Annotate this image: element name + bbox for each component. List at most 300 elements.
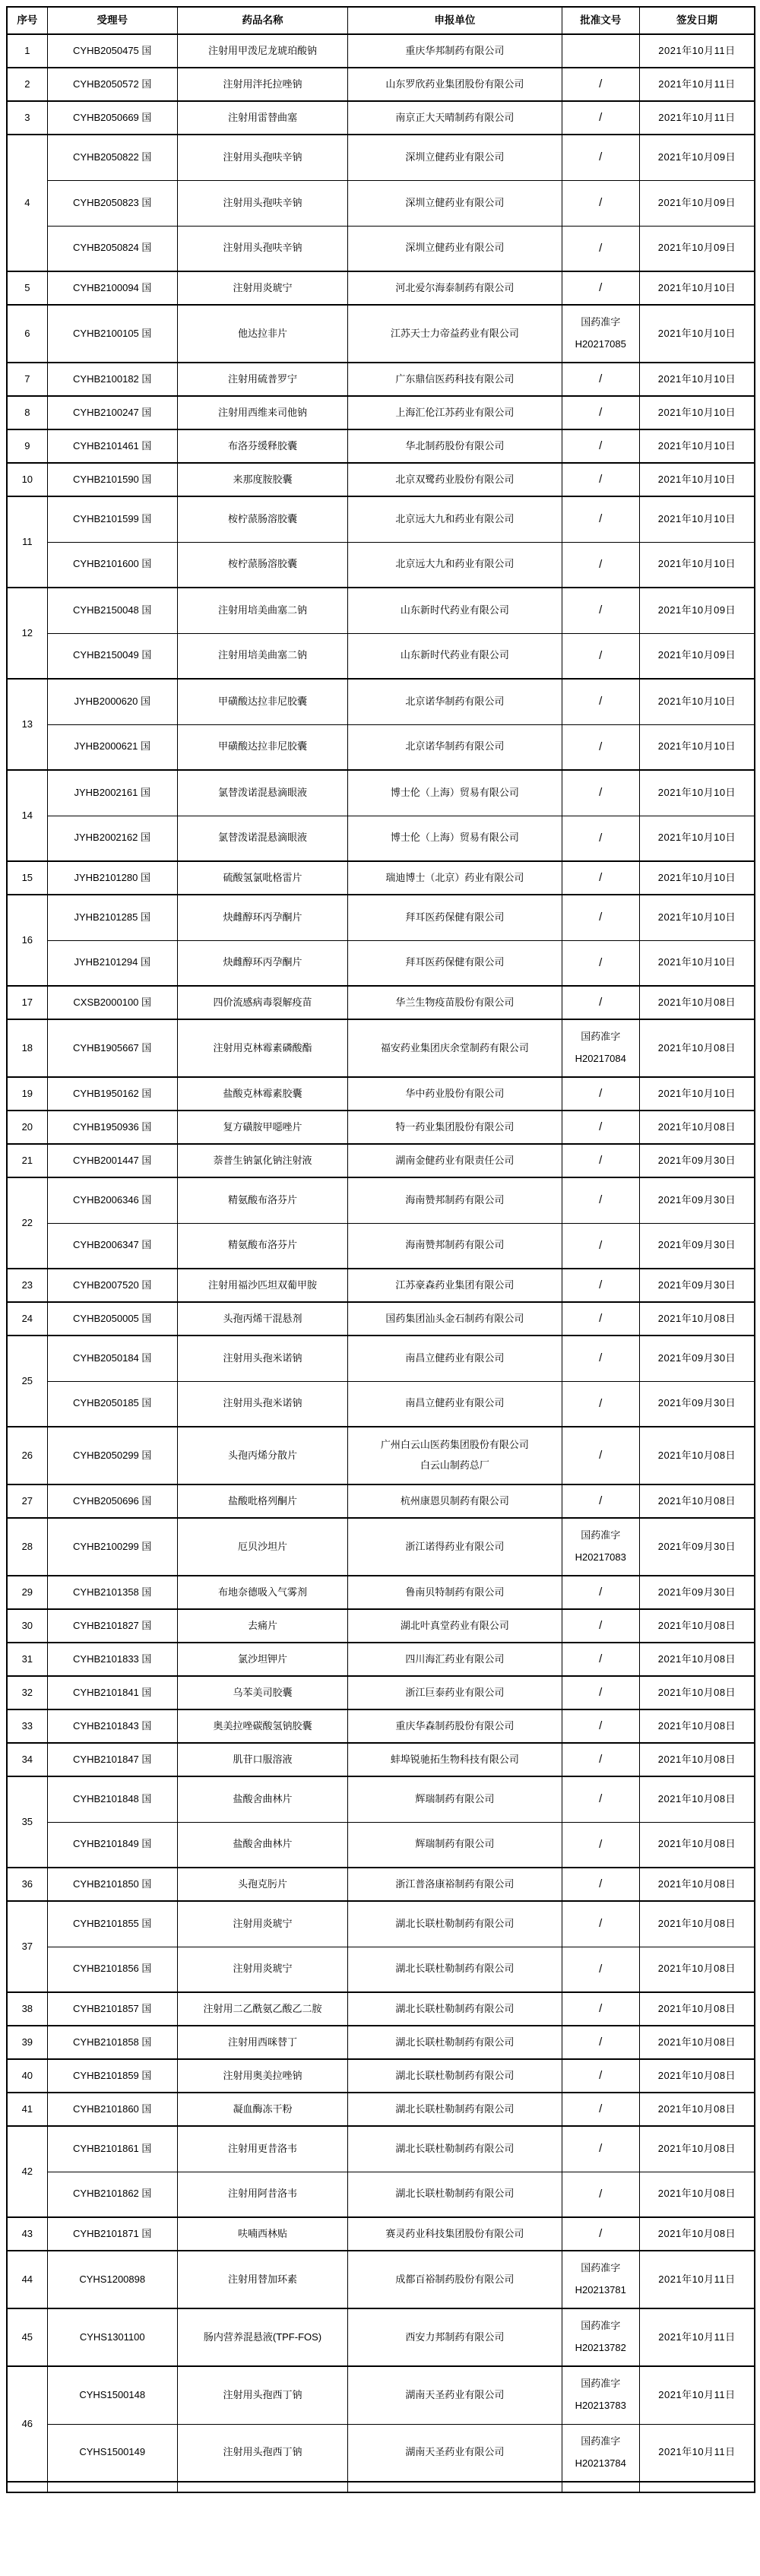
table-row: [7, 463, 755, 496]
date-cell: 2021年10月09日: [639, 226, 755, 271]
drug-cell: 注射用培美曲塞二钠: [177, 633, 347, 679]
cell-text: 深圳立健药业有限公司: [405, 151, 505, 163]
approval-cell: [562, 1223, 639, 1269]
cell-text: /: [599, 1351, 603, 1365]
cell-text: 赛灵药业科技集团股份有限公司: [385, 2227, 524, 2239]
cell-text: 上海汇伦江苏药业有限公司: [395, 406, 515, 418]
date-cell: 2021年10月08日: [639, 1484, 755, 1518]
applicant-cell: [348, 816, 562, 861]
applicant-cell: [348, 1822, 562, 1868]
cell-text: 辉瑞制药有限公司: [415, 1838, 495, 1850]
date-cell: 2021年10月09日: [639, 588, 755, 633]
cell-text: /: [599, 1494, 603, 1508]
row-no-cell: 18: [7, 1019, 47, 1077]
acceptance-cell: JYHB2101294 国: [47, 940, 177, 986]
cell-text: 国药准字: [581, 316, 621, 328]
acceptance-cell: CYHB2101849 国: [47, 1822, 177, 1868]
row-no-cell: 44: [7, 2251, 47, 2308]
table-row: [7, 1269, 755, 1302]
row-no-cell: 46: [7, 2366, 47, 2482]
cell-text: 博士伦（上海）贸易有限公司: [390, 786, 519, 798]
date-cell: 2021年10月08日: [639, 1302, 755, 1336]
applicant-cell: [348, 2026, 562, 2059]
cell-text: 江苏豪森药业集团有限公司: [395, 1278, 515, 1291]
table-row: [7, 2308, 755, 2366]
date-cell: 2021年10月08日: [639, 2026, 755, 2059]
acceptance-cell: CYHB1950162 国: [47, 1077, 177, 1111]
applicant-cell: [348, 305, 562, 363]
table-row: [7, 1947, 755, 1992]
acceptance-cell: CYHB2101827 国: [47, 1609, 177, 1643]
row-no-cell: 30: [7, 1609, 47, 1643]
cell-text: 国药准字: [581, 2435, 621, 2447]
applicant-cell: [348, 1302, 562, 1336]
cell-text: 浙江巨泰药业有限公司: [405, 1686, 505, 1698]
drug-cell: 甲磺酸达拉非尼胶囊: [177, 724, 347, 770]
applicant-cell: [348, 1381, 562, 1427]
cell-text: /: [599, 740, 603, 753]
cell-text: /: [599, 1719, 603, 1733]
applicant-cell: [348, 463, 562, 496]
table-row: [7, 68, 755, 101]
applicant-cell: [348, 2217, 562, 2251]
table-row: [7, 861, 755, 895]
date-cell: 2021年10月10日: [639, 305, 755, 363]
cell-text: 湖南天圣药业有限公司: [405, 2388, 505, 2400]
cell-text: H20213784: [575, 2457, 626, 2469]
drug-cell: 盐酸舍曲林片: [177, 1822, 347, 1868]
table-row: [7, 1822, 755, 1868]
cell-text: 浙江诺得药业有限公司: [405, 1540, 505, 1552]
approval-cell: [562, 724, 639, 770]
cell-text: /: [599, 557, 603, 571]
date-cell: 2021年09月30日: [639, 1381, 755, 1427]
row-no-cell: 2: [7, 68, 47, 101]
acceptance-cell: CYHS1500149: [47, 2424, 177, 2482]
drug-cell: 硫酸氢氯吡格雷片: [177, 861, 347, 895]
approval-cell: [562, 895, 639, 940]
acceptance-cell: CYHB2101871 国: [47, 2217, 177, 2251]
table-row: [7, 1381, 755, 1427]
date-cell: 2021年09月30日: [639, 1144, 755, 1177]
cell-text: /: [599, 281, 603, 295]
drug-cell: 凝血酶冻干粉: [177, 2093, 347, 2126]
applicant-cell: [348, 1901, 562, 1947]
drug-cell: 注射用头孢米诺钠: [177, 1381, 347, 1427]
applicant-cell: [348, 1269, 562, 1302]
cell-text: 重庆华邦制药有限公司: [405, 44, 505, 56]
cell-text: /: [599, 372, 603, 386]
table-row: [7, 2093, 755, 2126]
applicant-cell: [348, 588, 562, 633]
cell-text: /: [599, 648, 603, 662]
approval-cell: [562, 2026, 639, 2059]
cell-text: /: [599, 1278, 603, 1292]
cell-text: 浙江普洛康裕制药有限公司: [395, 1877, 515, 1890]
table-row: [7, 1643, 755, 1676]
table-row: [7, 34, 755, 68]
table-row: [7, 724, 755, 770]
applicant-cell: [348, 1077, 562, 1111]
cell-text: /: [599, 1652, 603, 1666]
cell-text: /: [599, 78, 603, 91]
applicant-cell: [348, 679, 562, 724]
cell-text: /: [599, 1877, 603, 1891]
acceptance-cell: CYHB2101599 国: [47, 496, 177, 542]
row-no-cell: 31: [7, 1643, 47, 1676]
cell-text: 辉瑞制药有限公司: [415, 1792, 495, 1804]
cell-text: 重庆华森制药股份有限公司: [395, 1719, 515, 1732]
approval-cell: [562, 1743, 639, 1776]
cell-text: /: [599, 911, 603, 924]
date-cell: 2021年10月08日: [639, 1111, 755, 1144]
drug-cell: 头孢丙烯干混悬剂: [177, 1302, 347, 1336]
cell-text: 海南赞邦制药有限公司: [405, 1193, 505, 1206]
cell-text: /: [599, 241, 603, 255]
acceptance-cell: CYHS1500148: [47, 2366, 177, 2424]
acceptance-cell: CYHB2050299 国: [47, 1427, 177, 1484]
acceptance-cell: CYHB2050669 国: [47, 101, 177, 135]
table-row: [7, 305, 755, 363]
drug-cell: 注射用头孢呋辛钠: [177, 180, 347, 226]
approval-cell: [562, 1822, 639, 1868]
table-row: [7, 588, 755, 633]
drug-cell: 注射用头孢西丁钠: [177, 2424, 347, 2482]
approval-cell: [562, 2217, 639, 2251]
acceptance-cell: CYHB2001447 国: [47, 1144, 177, 1177]
row-no-cell: 35: [7, 1776, 47, 1868]
row-no-cell: 41: [7, 2093, 47, 2126]
cell-text: 山东罗欣药业集团股份有限公司: [385, 78, 524, 90]
approval-cell: [562, 588, 639, 633]
cell-text: 蚌埠锐驰拓生物科技有限公司: [390, 1753, 519, 1765]
cell-text: /: [599, 1193, 603, 1207]
acceptance-cell: CYHB2100094 国: [47, 271, 177, 305]
applicant-cell: [348, 542, 562, 588]
row-no-cell: 40: [7, 2059, 47, 2093]
drug-cell: 注射用雷替曲塞: [177, 101, 347, 135]
drug-cell: 萘普生钠氯化钠注射液: [177, 1144, 347, 1177]
table-row: [7, 271, 755, 305]
acceptance-cell: CYHB2150048 国: [47, 588, 177, 633]
acceptance-cell: CXSB2000100 国: [47, 986, 177, 1019]
applicant-cell: [348, 1576, 562, 1609]
drug-cell: 肌苷口服溶液: [177, 1743, 347, 1776]
cell-text: /: [599, 604, 603, 617]
acceptance-cell: JYHB2002161 国: [47, 770, 177, 816]
applicant-cell: [348, 1223, 562, 1269]
approval-cell: [562, 1576, 639, 1609]
drug-cell: 氯沙坦钾片: [177, 1643, 347, 1676]
drug-cell: 注射用西维来司他钠: [177, 396, 347, 429]
row-no-cell: 4: [7, 135, 47, 271]
date-cell: 2021年10月10日: [639, 724, 755, 770]
cell-text: /: [599, 406, 603, 420]
drug-cell: 注射用奥美拉唑钠: [177, 2059, 347, 2093]
acceptance-cell: CYHB2050184 国: [47, 1336, 177, 1381]
row-no-cell: 23: [7, 1269, 47, 1302]
cell-text: /: [599, 2002, 603, 2016]
cell-text: 海南赞邦制药有限公司: [405, 1239, 505, 1251]
acceptance-cell: CYHB2101833 国: [47, 1643, 177, 1676]
table-row: [7, 1901, 755, 1947]
approval-cell: [562, 2059, 639, 2093]
table-row: [7, 1223, 755, 1269]
approval-cell: [562, 396, 639, 429]
cell-text: /: [599, 2187, 603, 2201]
acceptance-cell: CYHB2101862 国: [47, 2172, 177, 2217]
date-cell: 2021年10月10日: [639, 940, 755, 986]
drug-cell: 桉柠蒎肠溶胶囊: [177, 542, 347, 588]
acceptance-cell: CYHB2101861 国: [47, 2126, 177, 2172]
cell-text: 北京诺华制药有限公司: [405, 740, 505, 753]
cell-text: 湖北长联杜勒制药有限公司: [395, 2102, 515, 2115]
applicant-cell: [348, 986, 562, 1019]
acceptance-cell: JYHB2000620 国: [47, 679, 177, 724]
acceptance-cell: CYHB2101358 国: [47, 1576, 177, 1609]
cell-text: 华中药业股份有限公司: [405, 1087, 505, 1099]
cell-text: /: [599, 831, 603, 844]
row-no-cell: 39: [7, 2026, 47, 2059]
row-no-cell: 42: [7, 2126, 47, 2217]
table-row: [7, 1609, 755, 1643]
date-cell: 2021年09月30日: [639, 1269, 755, 1302]
acceptance-cell: CYHB2050185 国: [47, 1381, 177, 1427]
acceptance-cell: CYHB2101590 国: [47, 463, 177, 496]
table-row: [7, 101, 755, 135]
cell-text: 特一药业集团股份有限公司: [395, 1120, 515, 1133]
drug-cell: 复方磺胺甲噁唑片: [177, 1111, 347, 1144]
drug-cell: 注射用炎琥宁: [177, 1901, 347, 1947]
date-cell: 2021年10月10日: [639, 496, 755, 542]
date-cell: 2021年09月30日: [639, 1177, 755, 1223]
cell-text: 湖北长联杜勒制药有限公司: [395, 2002, 515, 2014]
acceptance-cell: CYHB2101856 国: [47, 1947, 177, 1992]
table-partial-row-container: [7, 2482, 755, 2492]
drug-cell: 氯替泼诺混悬滴眼液: [177, 816, 347, 861]
acceptance-cell: CYHB2100247 国: [47, 396, 177, 429]
row-no-cell: [7, 2482, 47, 2492]
date-cell: 2021年10月08日: [639, 1947, 755, 1992]
date-cell: 2021年10月08日: [639, 1992, 755, 2026]
approval-cell: [562, 463, 639, 496]
applicant-cell: [348, 1868, 562, 1901]
cell-text: /: [599, 1586, 603, 1599]
date-cell: 2021年10月10日: [639, 363, 755, 396]
cell-text: 瑞迪博士（北京）药业有限公司: [385, 871, 524, 883]
approval-cell: [562, 2172, 639, 2217]
row-no-cell: 28: [7, 1518, 47, 1576]
approval-cell: [562, 1518, 639, 1576]
acceptance-cell: CYHB2101860 国: [47, 2093, 177, 2126]
table-row: [7, 2217, 755, 2251]
date-cell: 2021年10月11日: [639, 2366, 755, 2424]
date-cell: [639, 2482, 755, 2492]
cell-text: H20217083: [575, 1551, 626, 1563]
acceptance-cell: CYHS1301100: [47, 2308, 177, 2366]
applicant-cell: [348, 135, 562, 180]
cell-text: 南昌立健药业有限公司: [405, 1351, 505, 1364]
approval-cell: [562, 2308, 639, 2366]
acceptance-cell: CYHB2101461 国: [47, 429, 177, 463]
drug-cell: 注射用头孢西丁钠: [177, 2366, 347, 2424]
applicant-cell: [348, 1019, 562, 1077]
row-no-cell: 37: [7, 1901, 47, 1992]
table-row: [7, 496, 755, 542]
cell-text: 湖北长联杜勒制药有限公司: [395, 2069, 515, 2081]
drug-cell: 注射用更昔洛韦: [177, 2126, 347, 2172]
cell-text: 湖北长联杜勒制药有限公司: [395, 2036, 515, 2048]
table-row: [7, 816, 755, 861]
drug-cell: 桉柠蒎肠溶胶囊: [177, 496, 347, 542]
table-row: [7, 1676, 755, 1709]
approval-cell: [562, 861, 639, 895]
date-cell: 2021年10月08日: [639, 1868, 755, 1901]
drug-cell: 注射用头孢呋辛钠: [177, 135, 347, 180]
row-no-cell: 45: [7, 2308, 47, 2366]
row-no-cell: 43: [7, 2217, 47, 2251]
drug-cell: 注射用泮托拉唑钠: [177, 68, 347, 101]
approval-cell: [562, 496, 639, 542]
drug-cell: 注射用替加环素: [177, 2251, 347, 2308]
cell-text: 博士伦（上海）贸易有限公司: [390, 832, 519, 844]
approval-cell: [562, 633, 639, 679]
row-no-cell: 27: [7, 1484, 47, 1518]
acceptance-cell: CYHB2050475 国: [47, 34, 177, 68]
cell-text: 深圳立健药业有限公司: [405, 242, 505, 254]
drug-cell: 头孢丙烯分散片: [177, 1427, 347, 1484]
header-issue-date: 签发日期: [639, 7, 755, 34]
acceptance-cell: CYHB1905667 国: [47, 1019, 177, 1077]
date-cell: 2021年10月10日: [639, 770, 755, 816]
row-no-cell: 25: [7, 1336, 47, 1427]
cell-text: 白云山制药总厂: [420, 1459, 489, 1471]
table-row: [7, 2172, 755, 2217]
cell-text: /: [599, 1396, 603, 1410]
approval-cell: [562, 1381, 639, 1427]
table-row: [7, 429, 755, 463]
cell-text: 国药准字: [581, 1031, 621, 1043]
date-cell: 2021年10月11日: [639, 34, 755, 68]
row-no-cell: 17: [7, 986, 47, 1019]
cell-text: /: [599, 1312, 603, 1326]
table-row: [7, 135, 755, 180]
acceptance-cell: CYHB2101859 国: [47, 2059, 177, 2093]
cell-text: /: [599, 512, 603, 526]
row-no-cell: 34: [7, 1743, 47, 1776]
cell-text: 四川海汇药业有限公司: [405, 1652, 505, 1665]
cell-text: 杭州康恩贝制药有限公司: [400, 1494, 509, 1507]
acceptance-cell: CYHS1200898: [47, 2251, 177, 2308]
row-no-cell: 3: [7, 101, 47, 135]
applicant-cell: [348, 1518, 562, 1576]
date-cell: 2021年09月30日: [639, 1336, 755, 1381]
table-row: [7, 1144, 755, 1177]
date-cell: 2021年10月11日: [639, 2424, 755, 2482]
approval-cell: [562, 770, 639, 816]
date-cell: 2021年10月10日: [639, 396, 755, 429]
cell-text: 湖南天圣药业有限公司: [405, 2446, 505, 2458]
table-row: [7, 1868, 755, 1901]
table-row: [7, 2026, 755, 2059]
approval-cell: [562, 305, 639, 363]
cell-text: 山东新时代药业有限公司: [400, 649, 509, 661]
date-cell: 2021年10月10日: [639, 463, 755, 496]
approval-cell: [562, 271, 639, 305]
table-row: [7, 895, 755, 940]
approval-cell: [562, 1427, 639, 1484]
table-row: [7, 363, 755, 396]
approval-cell: [562, 1144, 639, 1177]
drug-cell: 注射用甲泼尼龙琥珀酸钠: [177, 34, 347, 68]
acceptance-cell: CYHB2150049 国: [47, 633, 177, 679]
table-row: [7, 679, 755, 724]
table-row: [7, 1484, 755, 1518]
acceptance-cell: CYHB2006346 国: [47, 1177, 177, 1223]
table-row: [7, 1992, 755, 2026]
date-cell: 2021年10月09日: [639, 180, 755, 226]
cell-text: /: [599, 2102, 603, 2116]
date-cell: 2021年09月30日: [639, 1518, 755, 1576]
cell-text: 北京诺华制药有限公司: [405, 695, 505, 707]
applicant-cell: [348, 271, 562, 305]
date-cell: 2021年10月11日: [639, 2251, 755, 2308]
row-no-cell: 21: [7, 1144, 47, 1177]
cell-text: 北京远大九和药业有限公司: [395, 558, 515, 570]
date-cell: 2021年10月08日: [639, 1643, 755, 1676]
acceptance-cell: CYHB2050824 国: [47, 226, 177, 271]
table-row: [7, 986, 755, 1019]
cell-text: 湖北长联杜勒制药有限公司: [395, 1917, 515, 1929]
acceptance-cell: CYHB2101841 国: [47, 1676, 177, 1709]
date-cell: 2021年10月10日: [639, 1077, 755, 1111]
drug-cell: 呋喃西林贴: [177, 2217, 347, 2251]
applicant-cell: [348, 496, 562, 542]
drug-cell: 注射用培美曲塞二钠: [177, 588, 347, 633]
applicant-cell: [348, 226, 562, 271]
approval-cell: [562, 1111, 639, 1144]
acceptance-cell: CYHB2050822 国: [47, 135, 177, 180]
cell-text: /: [599, 196, 603, 210]
cell-text: /: [599, 786, 603, 800]
cell-text: 河北爱尔海泰制药有限公司: [395, 281, 515, 293]
row-no-cell: 29: [7, 1576, 47, 1609]
applicant-cell: [348, 101, 562, 135]
acceptance-cell: CYHB2101855 国: [47, 1901, 177, 1947]
approval-cell: [562, 2482, 639, 2492]
applicant-cell: [348, 2172, 562, 2217]
cell-text: 国药准字: [581, 2378, 621, 2390]
approval-cell: [562, 542, 639, 588]
drug-cell: 注射用西咪替丁: [177, 2026, 347, 2059]
applicant-cell: [348, 2366, 562, 2424]
cell-text: 湖北叶真堂药业有限公司: [400, 1619, 509, 1631]
approval-cell: [562, 363, 639, 396]
cell-text: /: [599, 955, 603, 969]
cell-text: /: [599, 1917, 603, 1931]
date-cell: 2021年10月08日: [639, 986, 755, 1019]
cell-text: /: [599, 871, 603, 885]
drug-cell: 注射用二乙酰氨乙酸乙二胺: [177, 1992, 347, 2026]
acceptance-cell: CYHB2100182 国: [47, 363, 177, 396]
applicant-cell: [348, 1743, 562, 1776]
drug-cell: 注射用炎琥宁: [177, 271, 347, 305]
cell-text: 江苏天士力帝益药业有限公司: [390, 327, 519, 339]
cell-text: /: [599, 1962, 603, 1976]
table-row: [7, 1111, 755, 1144]
cell-text: 山东新时代药业有限公司: [400, 604, 509, 616]
acceptance-cell: CYHB2101847 国: [47, 1743, 177, 1776]
